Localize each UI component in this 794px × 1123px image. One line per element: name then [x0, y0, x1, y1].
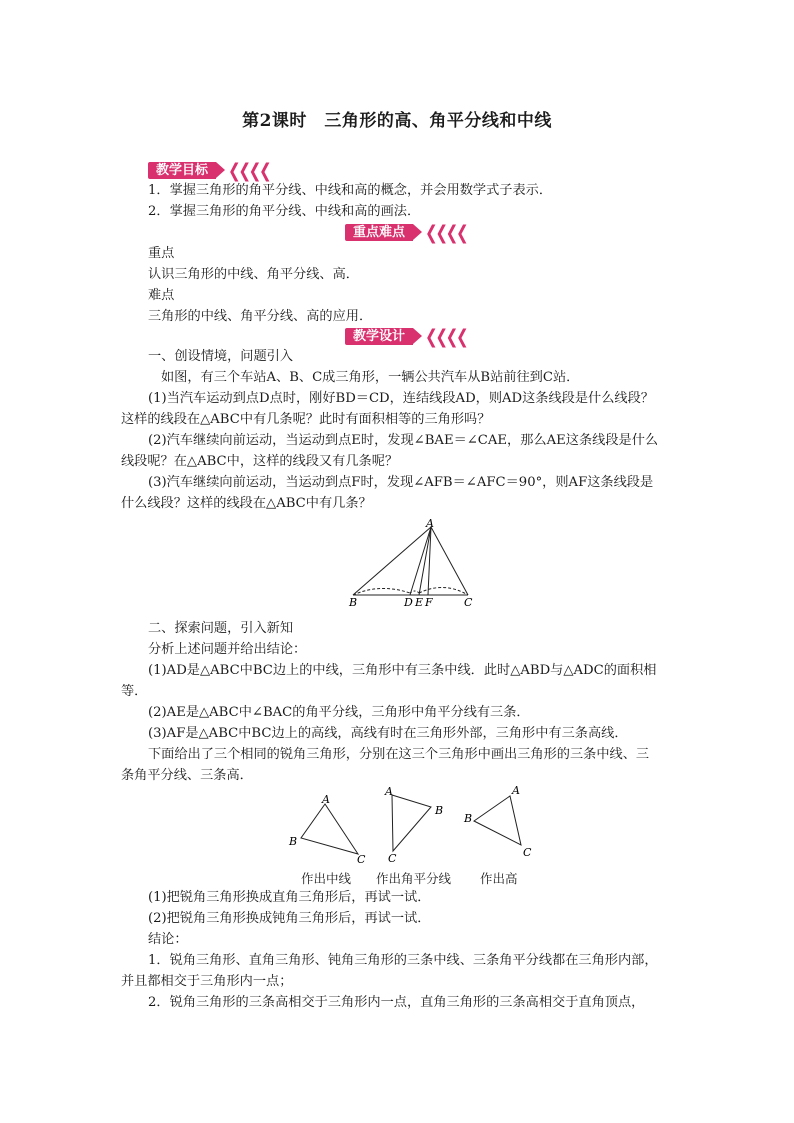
section-badge: 教学目标	[148, 162, 216, 179]
answer-1a: (1)AD是△ABC中BC边上的中线，三角形中有三条中线．此时△ABD与△ADC的面积相	[148, 663, 657, 678]
nd-label: 难点	[148, 288, 175, 303]
chevrons-icon: ❮❮❮❮	[425, 325, 467, 348]
part1-intro: 如图，有三个车站A、B、C成三角形，一辆公共汽车从B站前往到C站．	[161, 370, 580, 385]
part2-intro: 分析上述问题并给出结论：	[148, 642, 307, 657]
caption-altitude: 作出高	[480, 871, 518, 886]
caption-bisector: 作出角平分线	[376, 871, 452, 886]
page-title: 第2课时 三角形的高、角平分线和中线	[242, 111, 552, 131]
t1-label-c: C	[357, 853, 366, 866]
zd-text: 认识三角形的中线、角平分线、高．	[148, 267, 359, 282]
t1-label-a: A	[322, 793, 330, 806]
zd-label: 重点	[148, 246, 175, 261]
nd-text: 三角形的中线、角平分线、高的应用．	[148, 309, 373, 324]
label-b: B	[349, 596, 358, 609]
section-badge: 重点难点	[345, 224, 413, 241]
section-header-design	[345, 327, 477, 346]
caption-median: 作出中线	[301, 871, 352, 886]
section-badge: 教学设计	[345, 328, 413, 345]
question-1b: 这样的线段在△ABC中有几条呢？此时有面积相等的三角形吗？	[121, 412, 491, 427]
t3-label-c: C	[523, 846, 532, 859]
part2-heading: 二、探索问题，引入新知	[148, 621, 294, 636]
section-header-goals	[148, 161, 280, 180]
three-triangles-figure	[280, 782, 550, 872]
task-b: 条角平分线、三条高．	[121, 768, 253, 783]
section-header-keypoints	[345, 223, 477, 242]
answer-2: (2)AE是△ABC中∠BAC的角平分线，三角形中角平分线有三条．	[148, 705, 530, 720]
t2-label-a: A	[385, 785, 393, 798]
label-f: F	[425, 596, 433, 609]
t1-label-b: B	[289, 835, 298, 848]
chevrons-icon: ❮❮❮❮	[425, 221, 467, 244]
triangle-median	[301, 804, 358, 854]
question-2a: (2)汽车继续向前运动，当运动到点E时，发现∠BAE＝∠CAE，那么AE这条线段是什么	[148, 433, 659, 448]
label-d: D	[404, 596, 413, 609]
t3-label-b: B	[464, 812, 473, 825]
triangle-bisector	[392, 795, 431, 851]
conclusion-1b: 并且都相交于三角形内一点；	[121, 974, 293, 989]
question-2b: 线段呢？在△ABC中，这样的线段又有几条呢？	[121, 454, 399, 469]
triangle-altitude	[474, 796, 521, 845]
t3-label-a: A	[512, 784, 520, 797]
goal-2: 2．掌握三角形的角平分线、中线和高的画法．	[148, 204, 421, 219]
try-1: (1)把锐角三角形换成直角三角形后，再试一试．	[148, 890, 431, 905]
t2-label-b: B	[435, 804, 444, 817]
triangle-figure-stations	[340, 515, 480, 611]
arc-ec	[419, 587, 468, 595]
question-3a: (3)汽车继续向前运动，当运动到点F时，发现∠AFB＝∠AFC＝90°，则AF这条线段是	[148, 475, 654, 490]
part1-heading: 一、创设情境，问题引入	[148, 349, 294, 364]
conclusion-heading: 结论：	[148, 932, 188, 947]
answer-3: (3)AF是△ABC中BC边上的高线，高线有时在三角形外部，三角形中有三条高线．	[148, 726, 628, 741]
goal-1: 1．掌握三角形的角平分线、中线和高的概念，并会用数学式子表示．	[148, 183, 553, 198]
label-a: A	[426, 517, 434, 530]
question-1a: (1)当汽车运动到点D点时，刚好BD＝CD，连结线段AD，则AD这条线段是什么线段？	[148, 391, 654, 406]
chevrons-icon: ❮❮❮❮	[228, 159, 270, 182]
label-c: C	[464, 596, 473, 609]
edge-ac	[431, 527, 468, 595]
label-e: E	[415, 596, 424, 609]
conclusion-1a: 1．锐角三角形、直角三角形、钝角三角形的三条中线、三条角平分线都在三角形内部，	[148, 953, 658, 968]
edge-ab	[353, 527, 431, 595]
task-a: 下面给出了三个相同的锐角三角形，分别在这三个三角形中画出三角形的三条中线、三	[148, 747, 650, 762]
question-3b: 什么线段？这样的线段在△ABC中有几条？	[121, 496, 372, 511]
arc-bd	[353, 588, 410, 595]
answer-1b: 等．	[121, 684, 148, 699]
conclusion-2: 2．锐角三角形的三条高相交于三角形内一点，直角三角形的三条高相交于直角顶点，	[148, 995, 645, 1010]
t2-label-c: C	[388, 852, 397, 865]
try-2: (2)把锐角三角形换成钝角三角形后，再试一试．	[148, 911, 431, 926]
